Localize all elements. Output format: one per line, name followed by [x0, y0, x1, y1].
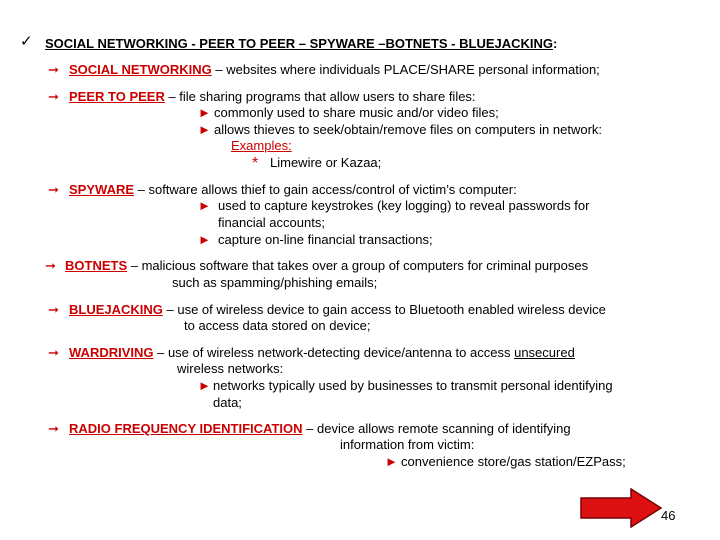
spyware-sub-1a: used to capture keystrokes (key logging) to reveal passwords for [218, 198, 590, 213]
item-spyware [69, 182, 517, 198]
heading-text: SOCIAL NETWORKING - PEER TO PEER – SPYWARE –BOTNETS - BLUEJACKING [45, 36, 554, 51]
rfid-sub-1: convenience store/gas station/EZPass; [401, 454, 626, 469]
spyware-sub-1b: financial accounts; [218, 215, 325, 230]
def-wardriving: – use of wireless network-detecting device/antenna to access [153, 345, 515, 360]
def-rfid: – device allows remote scanning of identifying [302, 421, 571, 436]
term-rfid: RADIO FREQUENCY IDENTIFICATION [69, 421, 303, 436]
def-social-networking: – websites where individuals PLACE/SHARE personal information; [211, 62, 600, 77]
item-wardriving [69, 345, 575, 361]
arrow-bullet-icon: ➞ [45, 258, 56, 273]
bluejacking-cont: to access data stored on device; [184, 318, 371, 333]
arrow-bullet-icon: ➞ [48, 302, 59, 317]
arrow-bullet-icon: ➞ [48, 62, 59, 77]
def-peer-to-peer: – file sharing programs that allow users to share files: [164, 89, 476, 104]
sub-bullet-icon: ► [385, 454, 398, 469]
sub-bullet-icon: ► [198, 378, 211, 393]
heading-colon: : [553, 36, 558, 51]
item-rfid [69, 421, 571, 437]
def-bluejacking: – use of wireless device to gain access to Bluetooth enabled wireless device [162, 302, 606, 317]
botnets-cont: such as spamming/phishing emails; [172, 275, 378, 290]
check-icon: ✓ [20, 33, 33, 50]
term-peer-to-peer: PEER TO PEER [69, 89, 165, 104]
slide-heading [45, 36, 557, 52]
p2p-sub-2: allows thieves to seek/obtain/remove files on computers in network: [214, 122, 603, 137]
item-social-networking [69, 62, 600, 78]
rfid-cont: information from victim: [340, 437, 475, 452]
arrow-bullet-icon: ➞ [48, 421, 59, 436]
next-slide-arrow-icon[interactable] [579, 487, 663, 529]
sub-bullet-icon: ► [198, 105, 211, 120]
item-bluejacking [69, 302, 606, 318]
def-spyware: – software allows thief to gain access/control of victim’s computer: [134, 182, 517, 197]
term-spyware: SPYWARE [69, 182, 135, 197]
spyware-sub-2: capture on-line financial transactions; [218, 232, 433, 247]
def-botnets: – malicious software that takes over a group of computers for criminal purposes [127, 258, 589, 273]
star-bullet-icon: * [252, 155, 259, 172]
wardriving-sub-1a: networks typically used by businesses to transmit personal identifying [213, 378, 613, 393]
arrow-bullet-icon: ➞ [48, 89, 59, 104]
arrow-bullet-icon: ➞ [48, 345, 59, 360]
p2p-example: Limewire or Kazaa; [270, 155, 382, 170]
term-social-networking: SOCIAL NETWORKING [69, 62, 212, 77]
term-bluejacking: BLUEJACKING [69, 302, 163, 317]
item-peer-to-peer [69, 89, 476, 105]
page-number: 46 [661, 508, 676, 523]
item-botnets [65, 258, 588, 274]
wardriving-sub-1b: data; [213, 395, 242, 410]
wardriving-cont: wireless networks: [177, 361, 284, 376]
sub-bullet-icon: ► [198, 122, 211, 137]
arrow-bullet-icon: ➞ [48, 182, 59, 197]
examples-label: Examples: [231, 138, 292, 153]
def-wardriving-unsecured: unsecured [514, 345, 575, 360]
term-botnets: BOTNETS [65, 258, 128, 273]
sub-bullet-icon: ► [198, 232, 211, 247]
p2p-sub-1: commonly used to share music and/or video files; [214, 105, 499, 120]
term-wardriving: WARDRIVING [69, 345, 154, 360]
sub-bullet-icon: ► [198, 198, 211, 213]
